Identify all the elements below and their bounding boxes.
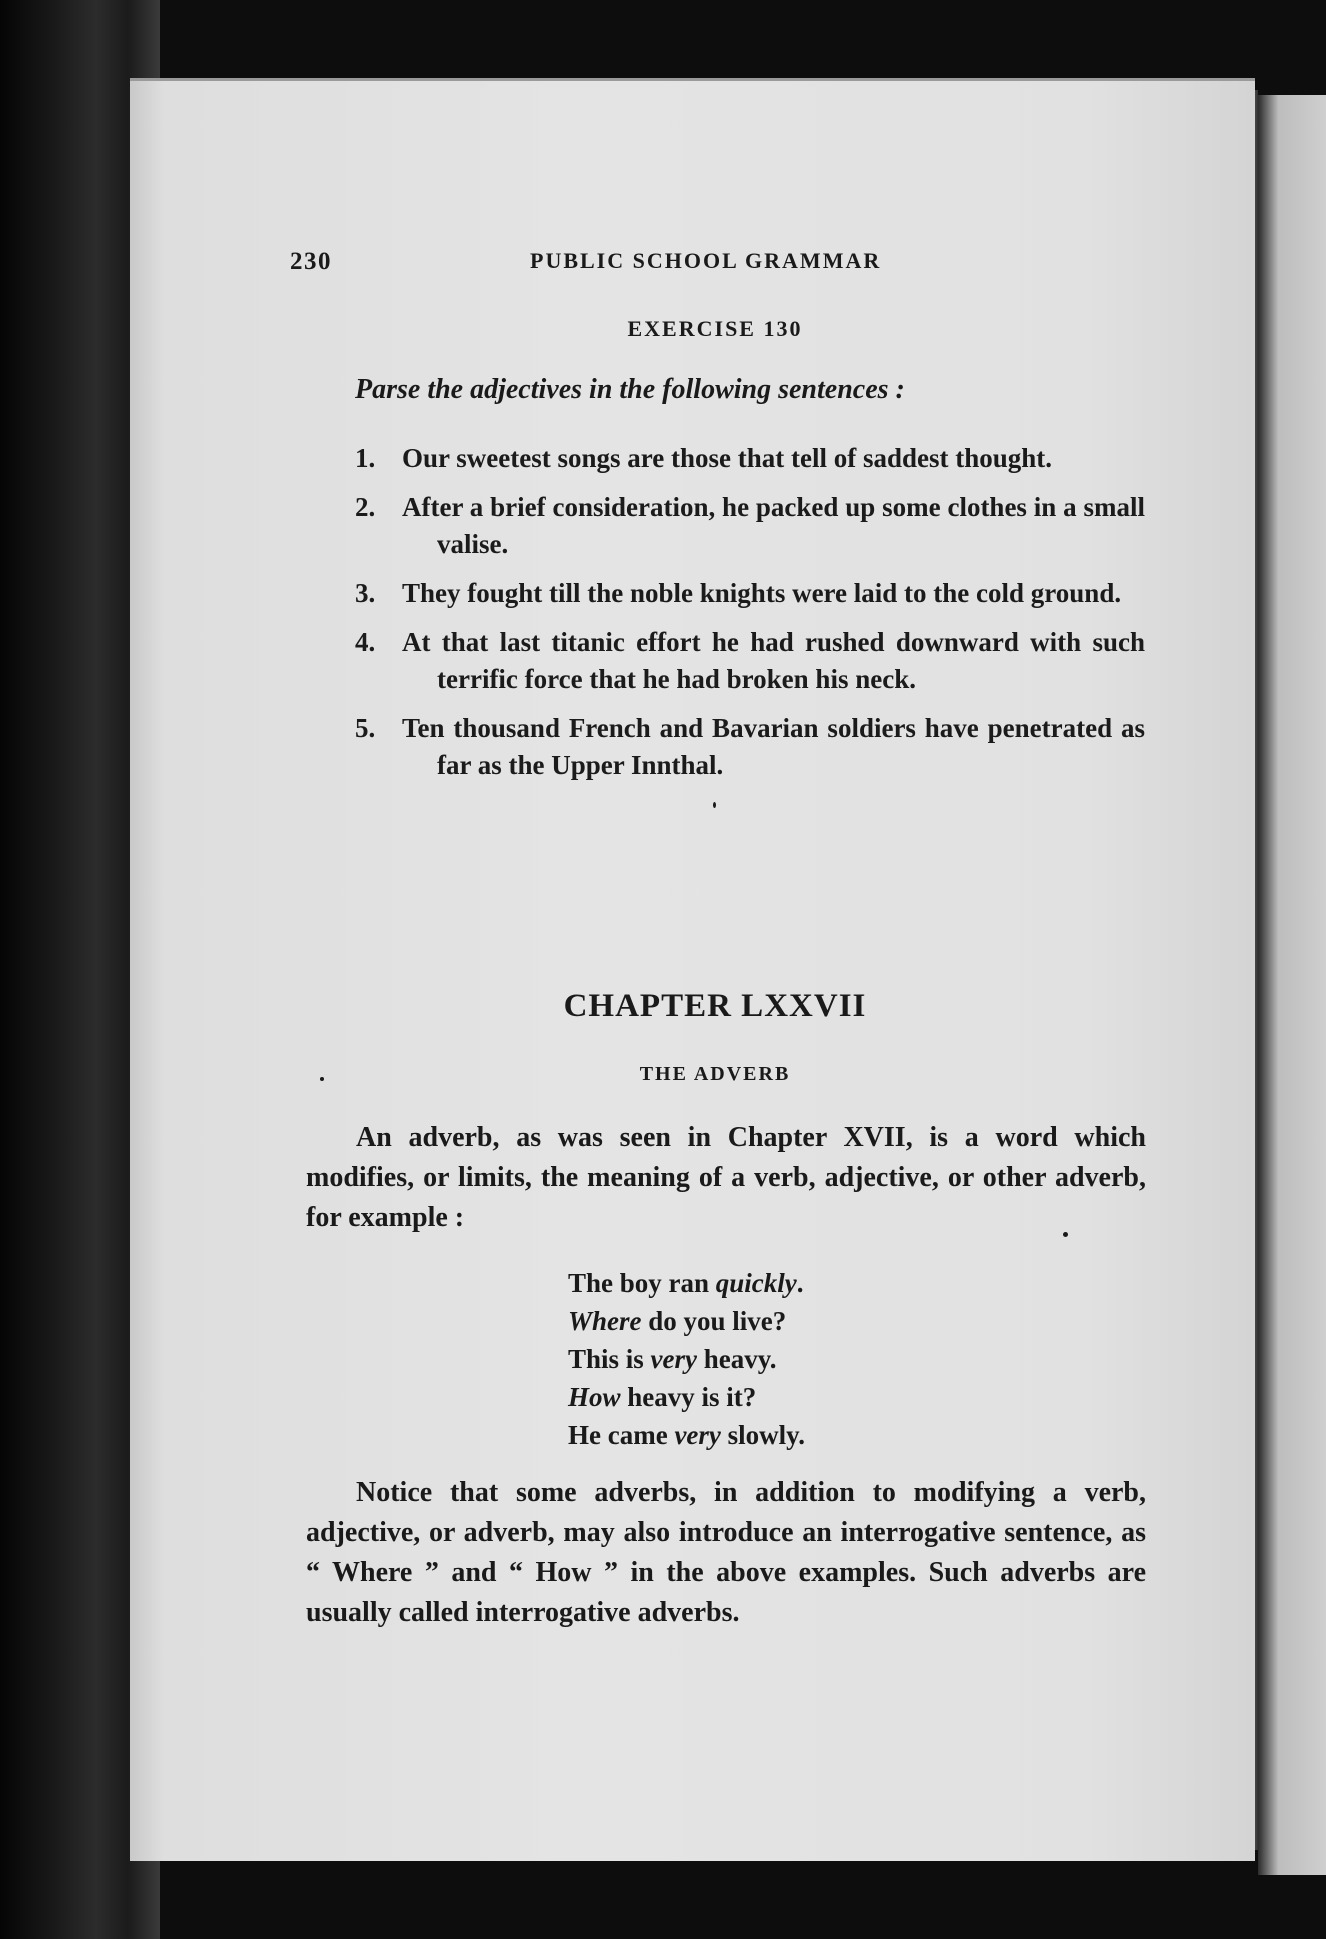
example-text: He came — [568, 1420, 675, 1450]
example-adverb: Where — [568, 1306, 642, 1336]
example-text: heavy is it? — [620, 1382, 757, 1412]
facing-page-edge — [1258, 95, 1326, 1875]
example-text: This is — [568, 1344, 651, 1374]
list-item — [568, 1302, 805, 1340]
exercise-instruction: Parse the adjectives in the following sentences : — [355, 374, 905, 405]
body-paragraph-2: Notice that some adverbs, in addition to modifying a verb, adjective, or adverb, may also introduce an interrogative sentence, as “ Where ” and “ How ” in the above examples. Such adverbs are usually called interrogative adverbs. — [306, 1477, 1146, 1628]
sentence-number: 1. — [355, 443, 376, 473]
sentence-text: Our sweetest songs are those that tell of saddest thought. — [402, 443, 1052, 473]
example-text: . — [796, 1268, 804, 1298]
page-number: 230 — [290, 248, 332, 275]
running-head: PUBLIC SCHOOL GRAMMAR — [530, 248, 882, 273]
chapter-title: CHAPTER LXXVII — [563, 988, 867, 1024]
example-text: The boy ran — [568, 1268, 716, 1298]
print-speck — [320, 1077, 324, 1081]
sentence-number: 3. — [355, 578, 376, 608]
sentence-number: 2. — [355, 492, 376, 522]
list-item — [568, 1264, 805, 1302]
sentence-text: Ten thousand French and Bavarian soldiers have penetrated as far as the Upper Innthal. — [402, 713, 1145, 780]
list-item — [355, 624, 1145, 698]
sentence-number: 5. — [355, 713, 376, 743]
list-item — [568, 1416, 805, 1454]
exercise-sentence-list — [355, 440, 1145, 796]
section-title: THE ADVERB — [639, 1063, 791, 1085]
body-paragraph-1: An adverb, as was seen in Chapter XVII, is a word which modifies, or limits, the meaning of a verb, adjective, or other adverb, for example : — [306, 1122, 1146, 1233]
example-text: heavy. — [697, 1344, 777, 1374]
print-speck — [713, 802, 716, 808]
sentence-text: They fought till the noble knights were laid to the cold ground. — [402, 578, 1122, 608]
sentence-text: After a brief consideration, he packed up some clothes in a small valise. — [402, 492, 1145, 559]
list-item — [355, 440, 1145, 477]
list-item — [355, 710, 1145, 784]
list-item — [355, 575, 1145, 612]
print-speck — [1063, 1232, 1068, 1237]
adverb-example-list — [568, 1264, 805, 1454]
example-adverb: How — [568, 1382, 621, 1412]
exercise-title: EXERCISE 130 — [627, 316, 803, 341]
example-text: do you live? — [641, 1306, 787, 1336]
list-item — [568, 1340, 805, 1378]
example-adverb: very — [674, 1420, 721, 1450]
example-adverb: very — [650, 1344, 698, 1374]
sentence-number: 4. — [355, 627, 376, 657]
list-item — [355, 489, 1145, 563]
sentence-text: At that last titanic effort he had rushed downward with such terrific force that he had broken his neck. — [402, 627, 1145, 694]
list-item — [568, 1378, 805, 1416]
example-adverb: quickly — [715, 1268, 797, 1298]
example-text: slowly. — [720, 1420, 805, 1450]
